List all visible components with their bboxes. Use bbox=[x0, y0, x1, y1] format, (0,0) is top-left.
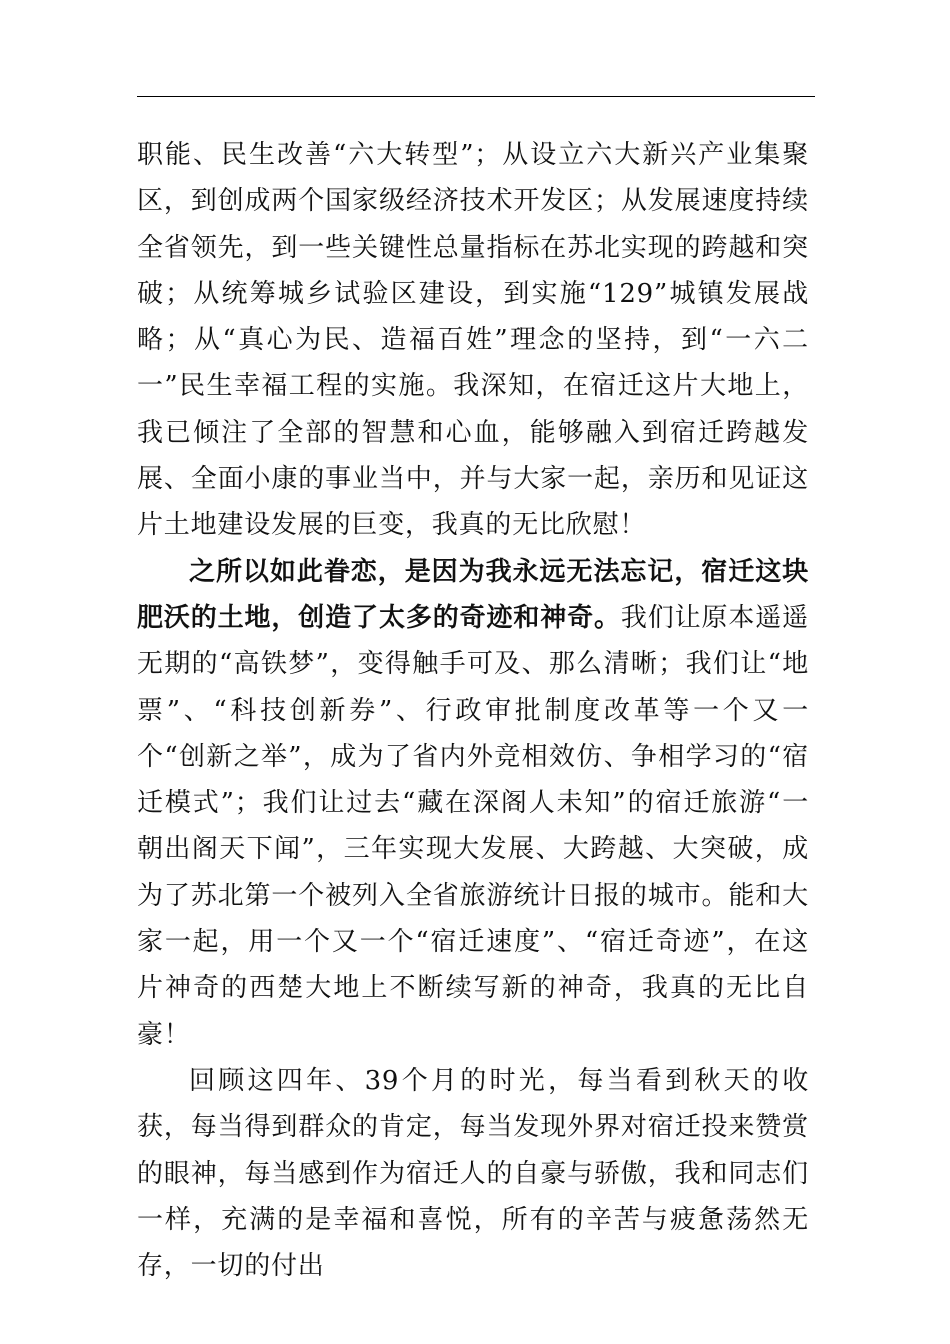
paragraph-2 bbox=[137, 549, 809, 1058]
paragraph-2-text: 我们让原本遥遥无期的“高铁梦”，变得触手可及、那么清晰；我们让“地票”、“科技创新券”、行政审批制度改革等一个又一个“创新之举”，成为了省内外竞相效仿、争相学习的“宿迁模式”；我们让过去“藏在深阁人未知”的宿迁旅游“一朝出阁天下闻”，三年实现大发展、大跨越、大突破，成为了苏北第一个被列入全省旅游统计日报的城市。能和大家一起，用一个又一个“宿迁速度”、“宿迁奇迹”，在这片神奇的西楚大地上不断续写新的神奇，我真的无比自豪！ bbox=[137, 602, 809, 1050]
paragraph-1-text: 职能、民生改善“六大转型”；从设立六大新兴产业集聚区，到创成两个国家级经济技术开发区；从发展速度持续全省领先，到一些关键性总量指标在苏北实现的跨越和突破；从统筹城乡试验区建设，到实施“129”城镇发展战略；从“真心为民、造福百姓”理念的坚持，到“一六二一”民生幸福工程的实施。我深知，在宿迁这片大地上，我已倾注了全部的智慧和心血，能够融入到宿迁跨越发展、全面小康的事业当中，并与大家一起，亲历和见证这片土地建设发展的巨变，我真的无比欣慰！ bbox=[137, 140, 809, 541]
paragraph-2-bold-lead: 之所以如此眷恋，是因为我永远无法忘记，宿迁这块肥沃的土地，创造了太多的奇迹和神奇。 bbox=[137, 556, 809, 633]
paragraph-3-text: 回顾这四年、39个月的时光，每当看到秋天的收获，每当得到群众的肯定，每当发现外界对宿迁投来赞赏的眼神，每当感到作为宿迁人的自豪与骄傲，我和同志们一样，充满的是幸福和喜悦，所有的辛苦与疲惫荡然无存，一切的付出 bbox=[137, 1065, 809, 1282]
paragraph-3 bbox=[137, 1058, 809, 1289]
document-body bbox=[137, 132, 809, 1289]
header-rule bbox=[137, 96, 815, 97]
paragraph-1 bbox=[137, 132, 809, 549]
